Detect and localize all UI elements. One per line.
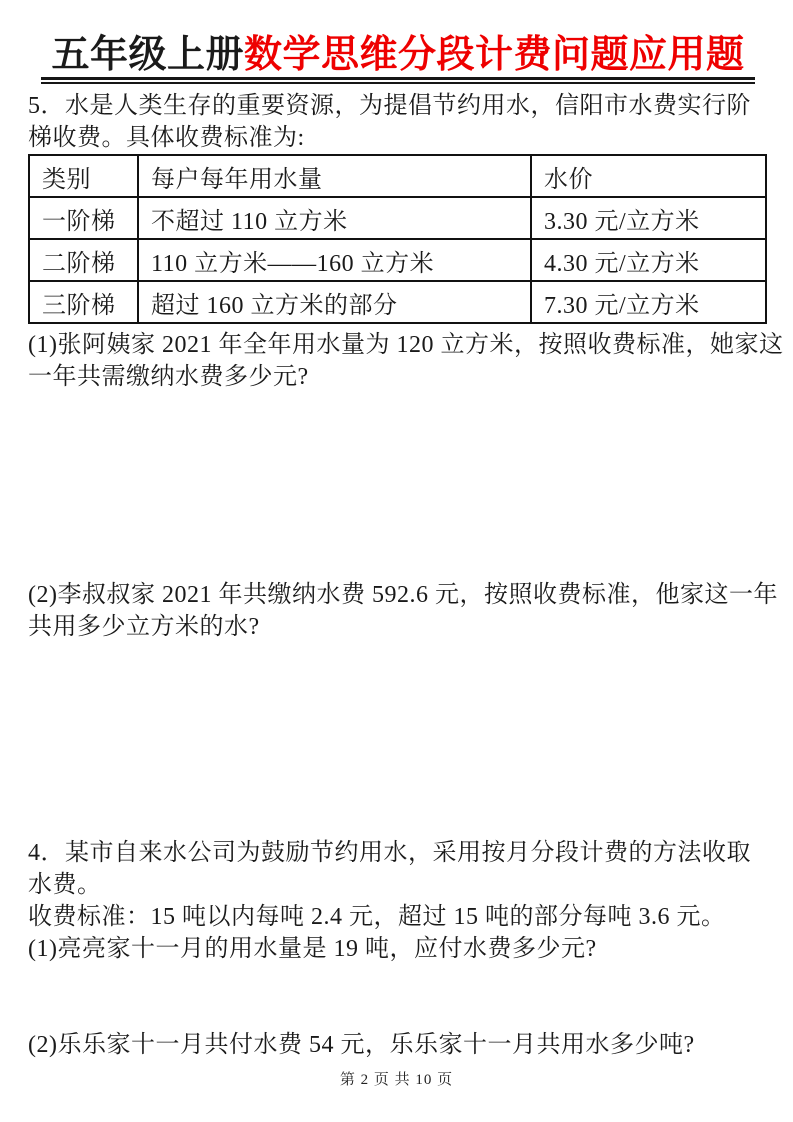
table-cell-tier3-usage: 超过 160 立方米的部分 xyxy=(138,281,531,323)
problem4-intro xyxy=(28,837,768,901)
problem4-intro-line2: 水费。 xyxy=(28,872,102,898)
table-row-tier2 xyxy=(29,239,766,281)
answer-space xyxy=(28,643,768,837)
table-cell-tier2-price: 4.30 元/立方米 xyxy=(531,239,766,281)
fee-table xyxy=(28,154,767,324)
fee-table-header-row xyxy=(29,155,766,197)
title-subject-part: 数学思维分段计费问题应用题 xyxy=(244,34,745,76)
problem4-question2: (2)乐乐家十一月共付水费 54 元，乐乐家十一月共用水多少吨? xyxy=(28,1032,695,1058)
table-row-tier3 xyxy=(29,281,766,323)
title-double-underline xyxy=(41,36,754,84)
table-row-tier1 xyxy=(29,197,766,239)
page-title xyxy=(51,34,744,76)
table-header-price: 水价 xyxy=(531,155,766,197)
problem5-q1-line1: (1)张阿姨家 2021 年全年用水量为 120 立方米，按照收费标准，她家这 xyxy=(28,332,784,358)
problem4-fee-standard: 收费标准：15 吨以内每吨 2.4 元，超过 15 吨的部分每吨 3.6 元。 xyxy=(28,904,726,930)
answer-space xyxy=(28,965,768,1029)
table-header-usage: 每户每年用水量 xyxy=(138,155,531,197)
table-cell-tier2-usage: 110 立方米——160 立方米 xyxy=(138,239,531,281)
table-cell-tier1-category: 一阶梯 xyxy=(29,197,138,239)
problem5-intro-line2: 梯收费。具体收费标准为: xyxy=(28,125,305,151)
problem5-intro-line1: 5．水是人类生存的重要资源，为提倡节约用水，信阳市水费实行阶 xyxy=(28,93,751,119)
table-header-category: 类别 xyxy=(29,155,138,197)
problem5-question2 xyxy=(28,579,778,643)
title-grade-part: 五年级上册 xyxy=(51,34,244,76)
table-cell-tier3-price: 7.30 元/立方米 xyxy=(531,281,766,323)
problem5-q2-line2: 共用多少立方米的水? xyxy=(28,614,260,640)
table-cell-tier2-category: 二阶梯 xyxy=(29,239,138,281)
problem5-intro xyxy=(28,90,768,154)
problem4-intro-line1: 4．某市自来水公司为鼓励节约用水，采用按月分段计费的方法收取 xyxy=(28,840,751,866)
problem5-q1-line2: 一年共需缴纳水费多少元? xyxy=(28,364,309,390)
table-cell-tier3-category: 三阶梯 xyxy=(29,281,138,323)
answer-space xyxy=(28,393,768,579)
page-header xyxy=(28,36,768,84)
page-footer: 第 2 页 共 10 页 xyxy=(339,1072,454,1088)
problem4-question1: (1)亮亮家十一月的用水量是 19 吨，应付水费多少元? xyxy=(28,936,597,962)
table-cell-tier1-usage: 不超过 110 立方米 xyxy=(138,197,531,239)
problem5-q2-line1: (2)李叔叔家 2021 年共缴纳水费 592.6 元，按照收费标准，他家这一年 xyxy=(28,582,778,608)
table-cell-tier1-price: 3.30 元/立方米 xyxy=(531,197,766,239)
problem5-question1 xyxy=(28,329,784,393)
